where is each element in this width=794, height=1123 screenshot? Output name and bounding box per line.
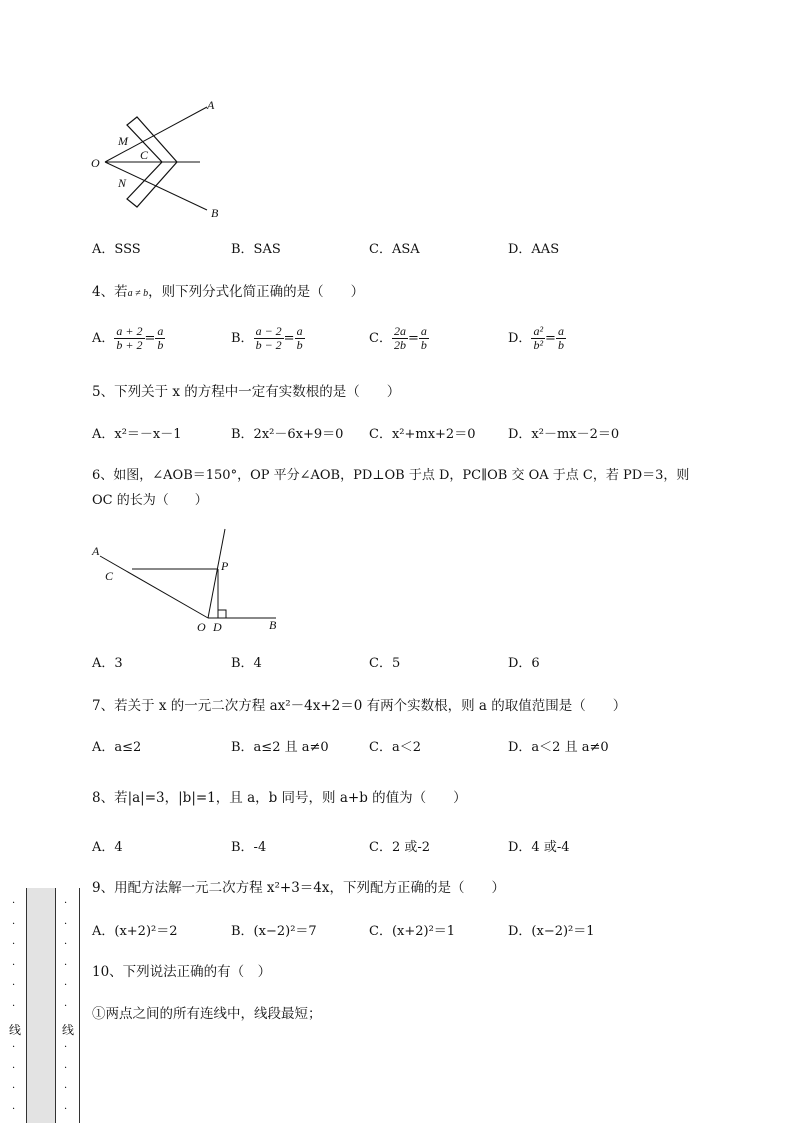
dots-right-upper: · · · · · · <box>64 898 68 1012</box>
q3-option-d: D．AAS <box>508 242 560 257</box>
label-P: P <box>221 559 229 573</box>
label-C: C <box>140 148 149 162</box>
q4-option-d: D． $\frac{\text{a²}}{\text{b²}}$ = $\frac{a}{b}$ <box>508 324 564 352</box>
q8-option-b: B．-4 <box>231 840 267 855</box>
q9-stem: 9、用配方法解一元二次方程 x²+3＝4x，下列配方正确的是（ ） <box>92 880 506 896</box>
q7-option-b: B．a≤2 且 a≠0 <box>231 740 329 755</box>
q7-option-a: A．a≤2 <box>92 740 142 755</box>
q8-stem: 8、若|a|=3，|b|=1，且 a，b 同号，则 a+b 的值为（ ） <box>92 790 467 806</box>
q9-option-c: C．(x+2)²＝1 <box>369 924 456 939</box>
q4-option-b: B． $\frac{a - 2}{b - 2}$ = $\frac{a}{b}$ <box>231 324 303 352</box>
q5-option-d: D．x²－mx－2＝0 <box>508 427 620 442</box>
binding-line-char-left: 线 <box>9 1023 22 1037</box>
q9-option-b: B．(x−2)²＝7 <box>231 924 317 939</box>
label-M: M <box>118 134 128 148</box>
q9-option-a: A．(x+2)²＝2 <box>92 924 178 939</box>
q3-option-c: C．ASA <box>369 242 420 257</box>
dots-left-lower: · · · · <box>12 1042 16 1115</box>
label-B: B <box>211 206 219 220</box>
label-O: O <box>91 156 100 170</box>
q10-item-1: ①两点之间的所有连线中，线段最短； <box>92 1006 322 1022</box>
q7-stem: 7、若关于 x 的一元二次方程 ax²－4x+2＝0 有两个实数根，则 a 的取值范围是（ ） <box>92 698 627 714</box>
q6-option-a: A．3 <box>92 656 123 671</box>
q5-stem: 5、下列关于 x 的方程中一定有实数根的是（ ） <box>92 384 401 400</box>
q8-option-c: C．2 或-2 <box>369 840 431 855</box>
figure-angle-bisector-tool <box>85 95 225 220</box>
q10-stem: 10、下列说法正确的有（ ） <box>92 964 272 980</box>
q7-option-c: C．a＜2 <box>369 740 421 755</box>
q4-option-c: C． $\frac{2a}{2b}$ = $\frac{a}{b}$ <box>369 324 427 352</box>
q3-option-a: A．SSS <box>92 242 141 257</box>
q7-option-d: D．a＜2 且 a≠0 <box>508 740 609 755</box>
q9-option-d: D．(x−2)²＝1 <box>508 924 595 939</box>
label-N: N <box>118 176 127 190</box>
q8-option-d: D．4 或-4 <box>508 840 570 855</box>
q3-option-b: B．SAS <box>231 242 281 257</box>
q5-option-c: C．x²+mx+2＝0 <box>369 427 476 442</box>
dots-right-lower: · · · · <box>64 1042 68 1115</box>
label-C: C <box>105 569 114 583</box>
q8-option-a: A．4 <box>92 840 123 855</box>
binding-margin <box>0 888 82 1123</box>
dots-left-upper: · · · · · · <box>12 898 16 1012</box>
figure-pc-parallel-ob <box>88 525 288 635</box>
label-A: A <box>207 98 215 112</box>
q6-stem-line1: 6、如图，∠AOB＝150°，OP 平分∠AOB，PD⊥OB 于点 D，PC∥OB 交 OA 于点 C，若 PD＝3，则 <box>92 468 690 483</box>
q6-option-d: D．6 <box>508 656 540 671</box>
q6-stem-line2: OC 的长为（ ） <box>92 493 208 508</box>
label-D: D <box>213 620 222 634</box>
q4-option-a: A． $\frac{a + 2}{b + 2}$ = $\frac{a}{b}$ <box>92 324 164 352</box>
label-B: B <box>269 618 277 632</box>
q4-stem: 4、若a ≠ b，则下列分式化简正确的是（ ） <box>92 284 365 300</box>
label-O: O <box>197 620 206 634</box>
label-A: A <box>92 544 100 558</box>
binding-line-char-right: 线 <box>62 1023 75 1037</box>
q6-option-b: B．4 <box>231 656 262 671</box>
q5-option-a: A．x²＝－x－1 <box>92 427 182 442</box>
q5-option-b: B．2x²－6x+9＝0 <box>231 427 344 442</box>
q6-option-c: C．5 <box>369 656 401 671</box>
